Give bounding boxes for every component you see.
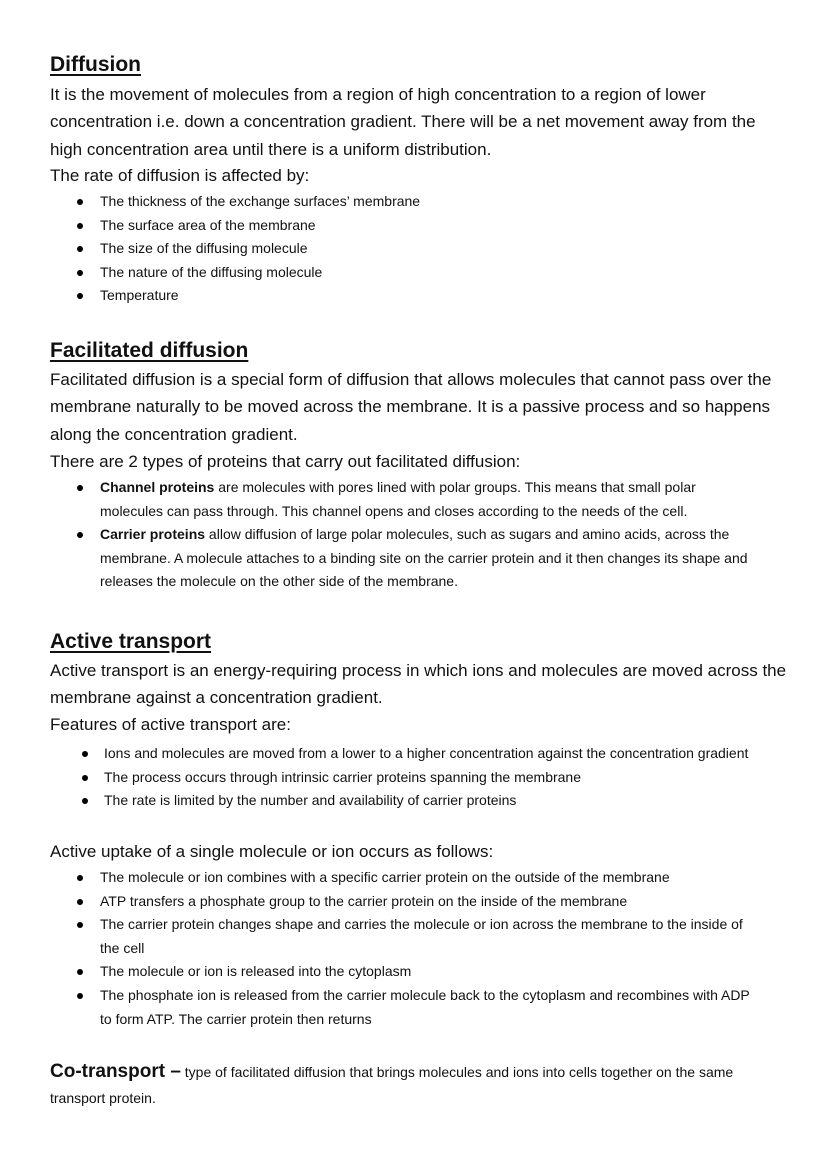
list-item: Ions and molecules are moved from a lower to a higher concentration against the concentration gradient [0, 742, 828, 766]
bullet-icon [77, 485, 83, 491]
active-transport-paragraph: Active transport is an energy-requiring process in which ions and molecules are moved across the membrane against a concentration gradient. [50, 661, 787, 708]
facilitated-lead: There are 2 types of proteins that carry out facilitated diffusion: [50, 452, 521, 471]
bullet-icon [77, 293, 83, 299]
list-item: The surface area of the membrane [0, 214, 828, 238]
diffusion-factors-list [0, 190, 828, 308]
active-uptake-steps-list [0, 866, 828, 1031]
bullet-icon [82, 751, 88, 757]
cotransport-term: Co-transport – [50, 1061, 181, 1082]
facilitated-diffusion-heading: Facilitated diffusion [50, 339, 249, 362]
facilitated-paragraph: Facilitated diffusion is a special form of diffusion that allows molecules that cannot pass over the membrane naturally to be moved across the membrane. It is a passive process and so happens along the concentration gradient. [50, 370, 772, 444]
bullet-icon [77, 969, 83, 975]
active-transport-heading: Active transport [50, 630, 212, 653]
active-features-list [0, 742, 828, 813]
protein-types-list [0, 476, 828, 594]
list-item: The phosphate ion is released from the carrier molecule back to the cytoplasm and recombines with ADP to form ATP. The carrier protein then returns [0, 984, 828, 1031]
channel-proteins-term: Channel proteins [100, 479, 215, 495]
diffusion-lead: The rate of diffusion is affected by: [50, 166, 310, 185]
bullet-icon [77, 922, 83, 928]
bullet-icon [77, 875, 83, 881]
list-item: Channel proteins are molecules with pores lined with polar groups. This means that small polar molecules can pass through. This channel opens and closes according to the needs of the cell. [0, 476, 828, 523]
active-uptake-lead: Active uptake of a single molecule or ion occurs as follows: [50, 842, 494, 861]
list-item: Carrier proteins allow diffusion of large polar molecules, such as sugars and amino acids, across the membrane. A molecule attaches to a binding site on the carrier protein and it then changes its shape and releases the molecule on the other side of the membrane. [0, 523, 828, 594]
bullet-icon [77, 246, 83, 252]
list-item: The process occurs through intrinsic carrier proteins spanning the membrane [0, 766, 828, 790]
list-item: The carrier protein changes shape and carries the molecule or ion across the membrane to the inside of the cell [0, 913, 828, 960]
list-item: The molecule or ion is released into the cytoplasm [0, 960, 828, 984]
bullet-icon [77, 270, 83, 276]
bullet-icon [77, 199, 83, 205]
diffusion-heading: Diffusion [50, 53, 141, 76]
list-item: The rate is limited by the number and availability of carrier proteins [0, 789, 828, 813]
list-item: The molecule or ion combines with a specific carrier protein on the outside of the membrane [0, 866, 828, 890]
list-item: The size of the diffusing molecule [0, 237, 828, 261]
list-item: The nature of the diffusing molecule [0, 261, 828, 285]
diffusion-paragraph: It is the movement of molecules from a region of high concentration to a region of lower concentration i.e. down a concentration gradient. There will be a net movement away from the high concentration area until there is a uniform distribution. [50, 85, 756, 159]
bullet-icon [77, 899, 83, 905]
list-item: ATP transfers a phosphate group to the carrier protein on the inside of the membrane [0, 890, 828, 914]
list-item: Temperature [0, 284, 828, 308]
list-item: The thickness of the exchange surfaces’ membrane [0, 190, 828, 214]
carrier-proteins-term: Carrier proteins [100, 526, 206, 543]
bullet-icon [82, 775, 88, 781]
active-features-lead: Features of active transport are: [50, 715, 291, 734]
cotransport-definition: Co-transport – type of facilitated diffusion that brings molecules and ions into cells together on the same transport protein. [50, 1061, 734, 1106]
bullet-icon [77, 223, 83, 229]
bullet-icon [77, 993, 83, 999]
bullet-icon [77, 532, 83, 538]
bullet-icon [82, 798, 88, 804]
